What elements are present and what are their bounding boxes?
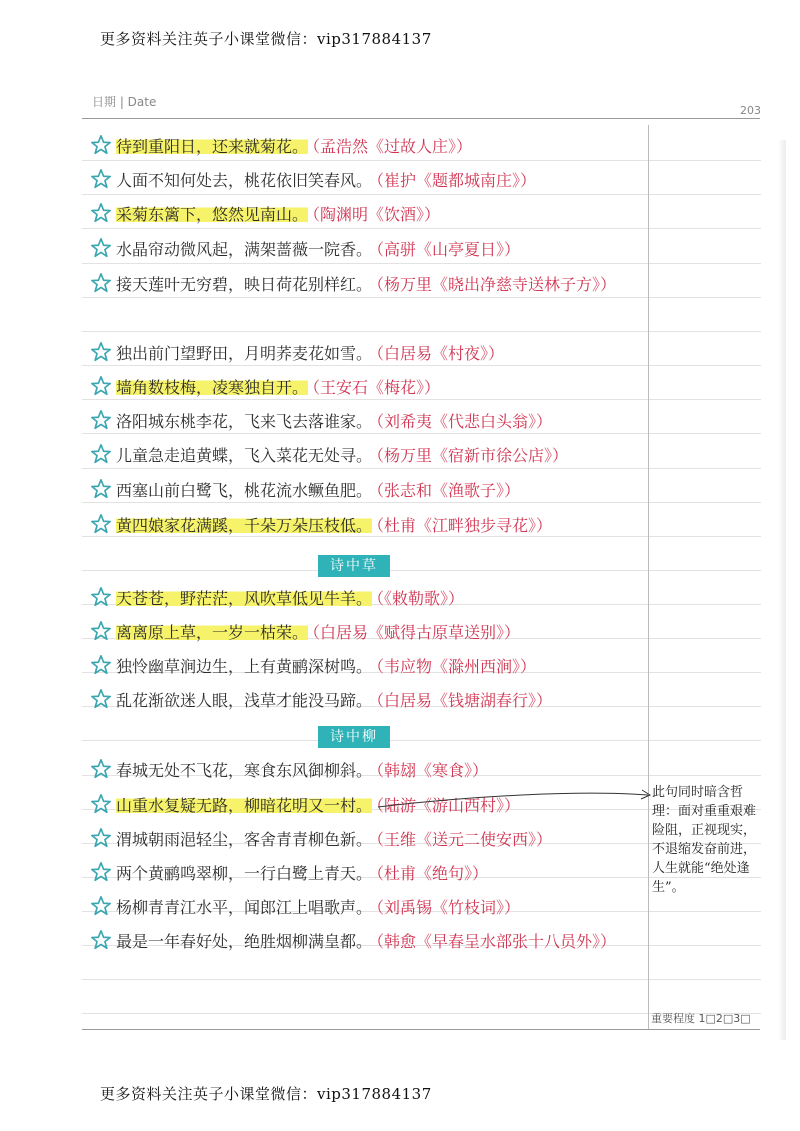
poem-text: 接天莲叶无穷碧，映日荷花别样红。 [116,275,373,294]
ruled-line-side [649,638,761,639]
poem-source: （杨万里《宿新市徐公店》） [376,446,569,465]
star-icon [90,861,112,883]
ruled-line [82,331,648,332]
ruled-line-side [649,945,761,946]
page-edge [778,140,786,1040]
poem-text: 渭城朝雨浥轻尘，客舍青青柳色新。 [116,830,373,849]
ruled-line-side [649,297,761,298]
poem-text: 黄四娘家花满蹊，千朵万朵压枝低。 [116,516,373,535]
star-icon [90,375,112,397]
poem-source: （白居易《村夜》） [376,344,505,363]
star-icon [90,654,112,676]
poem-line [90,509,640,543]
star-icon [90,688,112,710]
star-icon [90,793,112,815]
ruled-line-side [649,365,761,366]
ruled-line-side [649,740,761,741]
ruled-line-side [649,399,761,400]
section-header-grass: 诗中草 [318,555,390,577]
ruled-line-side [649,536,761,537]
poem-text: 独出前门望野田，月明荞麦花如雪。 [116,344,373,363]
ruled-line-side [649,706,761,707]
poem-text: 杨柳青青江水平，闻郎江上唱歌声。 [116,898,373,917]
poem-text: 儿童急走追黄蝶，飞入菜花无处寻。 [116,446,373,465]
date-label: 日期 | Date [92,95,157,109]
poem-line [90,371,640,405]
ruled-line-side [649,468,761,469]
poem-line [90,474,640,508]
poem-text: 天苍苍，野茫茫，风吹草低见牛羊。 [116,589,373,608]
poem-source: （王安石《梅花》） [312,378,441,397]
poem-text: 采菊东篱下，悠然见南山。 [116,205,309,224]
poem-line [90,164,640,198]
ruled-line [82,1013,648,1014]
poem-source: （杨万里《晓出净慈寺送林子方》） [376,275,617,294]
poem-text: 墙角数枝梅，凌寒独自开。 [116,378,309,397]
star-icon [90,443,112,465]
poem-line [90,582,640,616]
poem-line [90,857,640,891]
poem-text: 水晶帘动微风起，满架蔷薇一院香。 [116,240,373,259]
ruled-line-side [649,228,761,229]
ruled-line-side [649,672,761,673]
poem-line [90,650,640,684]
poem-source: （孟浩然《过故人庄》） [312,137,473,156]
star-icon [90,758,112,780]
poem-line [90,405,640,439]
poem-source: （《敕勒歌》） [376,589,465,608]
ruled-line-side [649,604,761,605]
ruled-line-side [649,775,761,776]
ruled-line-side [649,331,761,332]
star-icon [90,929,112,951]
star-icon [90,409,112,431]
ruled-line-side [649,502,761,503]
poem-source: （高骈《山亭夏日》） [376,240,521,259]
poem-line [90,789,640,823]
importance-rating: 重要程度 1□2□3□ [651,1012,751,1025]
side-note: 此句同时暗含哲理：面对重重艰难险阻，正视现实，不退缩发奋前进，人生就能“绝处逢生”。 [652,785,757,895]
poem-line [90,198,640,232]
poem-text: 人面不知何处去，桃花依旧笑春风。 [116,171,373,190]
poem-line [90,233,640,267]
poem-source: （崔护《题都城南庄》） [376,171,537,190]
star-icon [90,272,112,294]
ruled-line-side [649,979,761,980]
poem-source: （陶渊明《饮酒》） [312,205,441,224]
poem-text: 待到重阳日，还来就菊花。 [116,137,309,156]
poem-line [90,891,640,925]
star-icon [90,895,112,917]
star-icon [90,827,112,849]
ruled-line-side [649,570,761,571]
star-icon [90,586,112,608]
poem-source: （张志和《渔歌子》） [376,481,521,500]
poem-source: （王维《送元二使安西》） [376,830,553,849]
margin-line [648,125,649,1030]
poem-text: 山重水复疑无路，柳暗花明又一村。 [116,796,373,815]
poem-text: 独怜幽草涧边生，上有黄鹂深树鸣。 [116,657,373,676]
footer-note: 更多资料关注英子小课堂微信：vip317884137 [100,1085,432,1103]
poem-text: 乱花渐欲迷人眼，浅草才能没马蹄。 [116,691,373,710]
poem-source: （白居易《钱塘湖春行》） [376,691,553,710]
ruled-line-side [649,160,761,161]
star-icon [90,134,112,156]
ruled-line-side [649,263,761,264]
poem-source: （刘禹锡《竹枝词》） [376,898,521,917]
poem-source: （杜甫《江畔独步寻花》） [376,516,553,535]
header-note: 更多资料关注英子小课堂微信：vip317884137 [100,30,432,48]
poem-source: （白居易《赋得古原草送别》） [312,623,521,642]
section-header-willow: 诗中柳 [318,726,390,748]
poem-text: 洛阳城东桃李花，飞来飞去落谁家。 [116,412,373,431]
poem-source: （杜甫《绝句》） [376,864,489,883]
poem-text: 最是一年春好处，绝胜烟柳满皇都。 [116,932,373,951]
poem-text: 春城无处不飞花，寒食东风御柳斜。 [116,761,373,780]
poem-line [90,616,640,650]
poem-source: （韦应物《滁州西涧》） [376,657,537,676]
poem-text: 离离原上草，一岁一枯荣。 [116,623,309,642]
poem-source: （陆游《游山西村》） [376,796,521,815]
poem-line [90,823,640,857]
star-icon [90,478,112,500]
star-icon [90,513,112,535]
poem-line [90,130,640,164]
poem-source: （韩愈《早春呈水部张十八员外》） [376,932,617,951]
ruled-line-side [649,194,761,195]
ruled-line-side [649,433,761,434]
poem-line [90,754,640,788]
star-icon [90,202,112,224]
poem-line [90,684,640,718]
poem-line [90,439,640,473]
top-rule [82,118,760,119]
page-number: 203 [740,104,761,117]
star-icon [90,168,112,190]
star-icon [90,341,112,363]
poem-line [90,268,640,302]
star-icon [90,237,112,259]
poem-source: （刘希夷《代悲白头翁》） [376,412,553,431]
poem-text: 西塞山前白鹭飞，桃花流水鳜鱼肥。 [116,481,373,500]
poem-text: 两个黄鹂鸣翠柳，一行白鹭上青天。 [116,864,373,883]
ruled-line [82,979,648,980]
ruled-line-side [649,911,761,912]
star-icon [90,620,112,642]
poem-line [90,925,640,959]
poem-line [90,337,640,371]
poem-source: （韩翃《寒食》） [376,761,489,780]
bottom-rule [82,1029,760,1030]
